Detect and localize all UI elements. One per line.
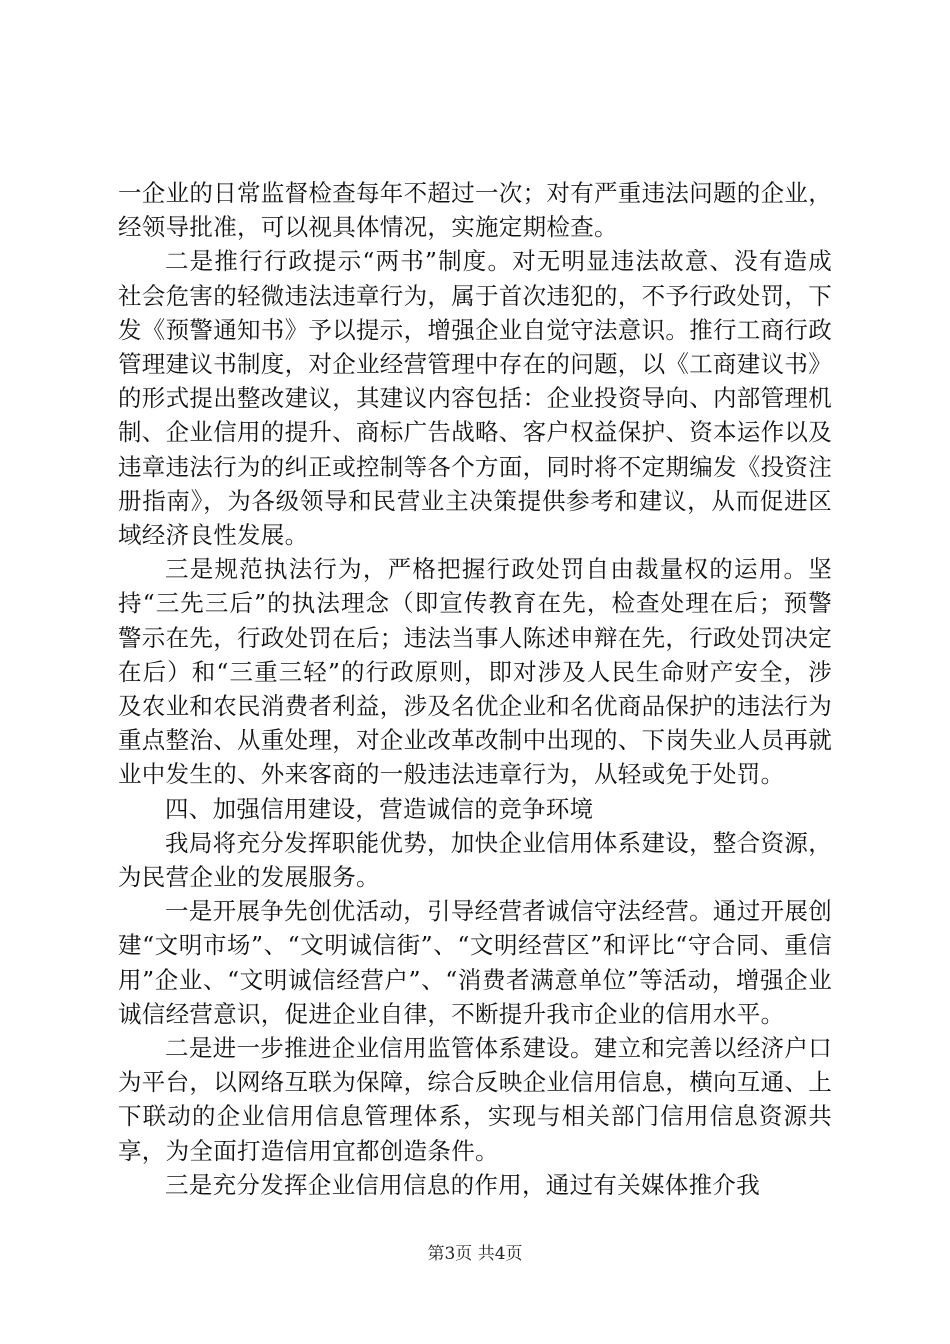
paragraph-two-books-system: 二是推行行政提示“两书”制度。对无明显违法故意、没有造成社会危害的轻微违法违章行为，属于首次违犯的，不予行政处罚，下发《预警通知书》予以提示，增强企业自觉守法意识。推行工商行政管理建议书制度，对企业经营管理中存在的问题，以《工商建议书》的形式提出整改建议，其建议内容包括：企业投资导向、内部管理机制、企业信用的提升、商标广告战略、客户权益保护、资本运作以及违章违法行为的纠正或控制等各个方面，同时将不定期编发《投资注册指南》，为各级领导和民营业主决策提供参考和建议，从而促进区域经济良性发展。: [118, 247, 832, 550]
page-number-label: 第3页 共4页: [427, 1244, 523, 1264]
section-heading-credit-building: 四、加强信用建设，营造诚信的竞争环境: [165, 794, 594, 823]
paragraph-credit-information-use: 三是充分发挥企业信用信息的作用，通过有关媒体推介我: [165, 1170, 760, 1199]
document-body: [118, 176, 832, 1202]
paragraph-credit-intro: 我局将充分发挥职能优势，加快企业信用体系建设，整合资源，为民营企业的发展服务。: [118, 828, 832, 892]
paragraph-continuation: 一企业的日常监督检查每年不超过一次；对有严重违法问题的企业，经领导批准，可以视具体情况，实施定期检查。: [118, 179, 832, 242]
paragraph-credit-supervision-system: 二是进一步推进企业信用监管体系建设。建立和完善以经济户口为平台，以网络互联为保障，综合反映企业信用信息，横向互通、上下联动的企业信用信息管理体系，实现与相关部门信用信息资源共享，为全面打造信用宜都创造条件。: [118, 1034, 832, 1165]
paragraph-excellence-activities: 一是开展争先创优活动，引导经营者诚信守法经营。通过开展创建“文明市场”、“文明诚信街”、“文明经营区”和评比“守合同、重信用”企业、“文明诚信经营户”、“消费者满意单位”等活动，增强企业诚信经营意识，促进企业自律，不断提升我市企业的信用水平。: [118, 897, 832, 1028]
page-footer: [0, 1243, 950, 1265]
paragraph-regulate-enforcement: 三是规范执法行为，严格把握行政处罚自由裁量权的运用。坚持“三先三后”的执法理念（即宣传教育在先，检查处理在后；预警警示在先，行政处罚在后；违法当事人陈述申辩在先，行政处罚决定在后）和“三重三轻”的行政原则，即对涉及人民生命财产安全，涉及农业和农民消费者利益，涉及名优企业和名优商品保护的违法行为重点整治、从重处理，对企业改革改制中出现的、下岗失业人员再就业中发生的、外来客商的一般违法违章行为，从轻或免于处罚。: [118, 555, 832, 789]
